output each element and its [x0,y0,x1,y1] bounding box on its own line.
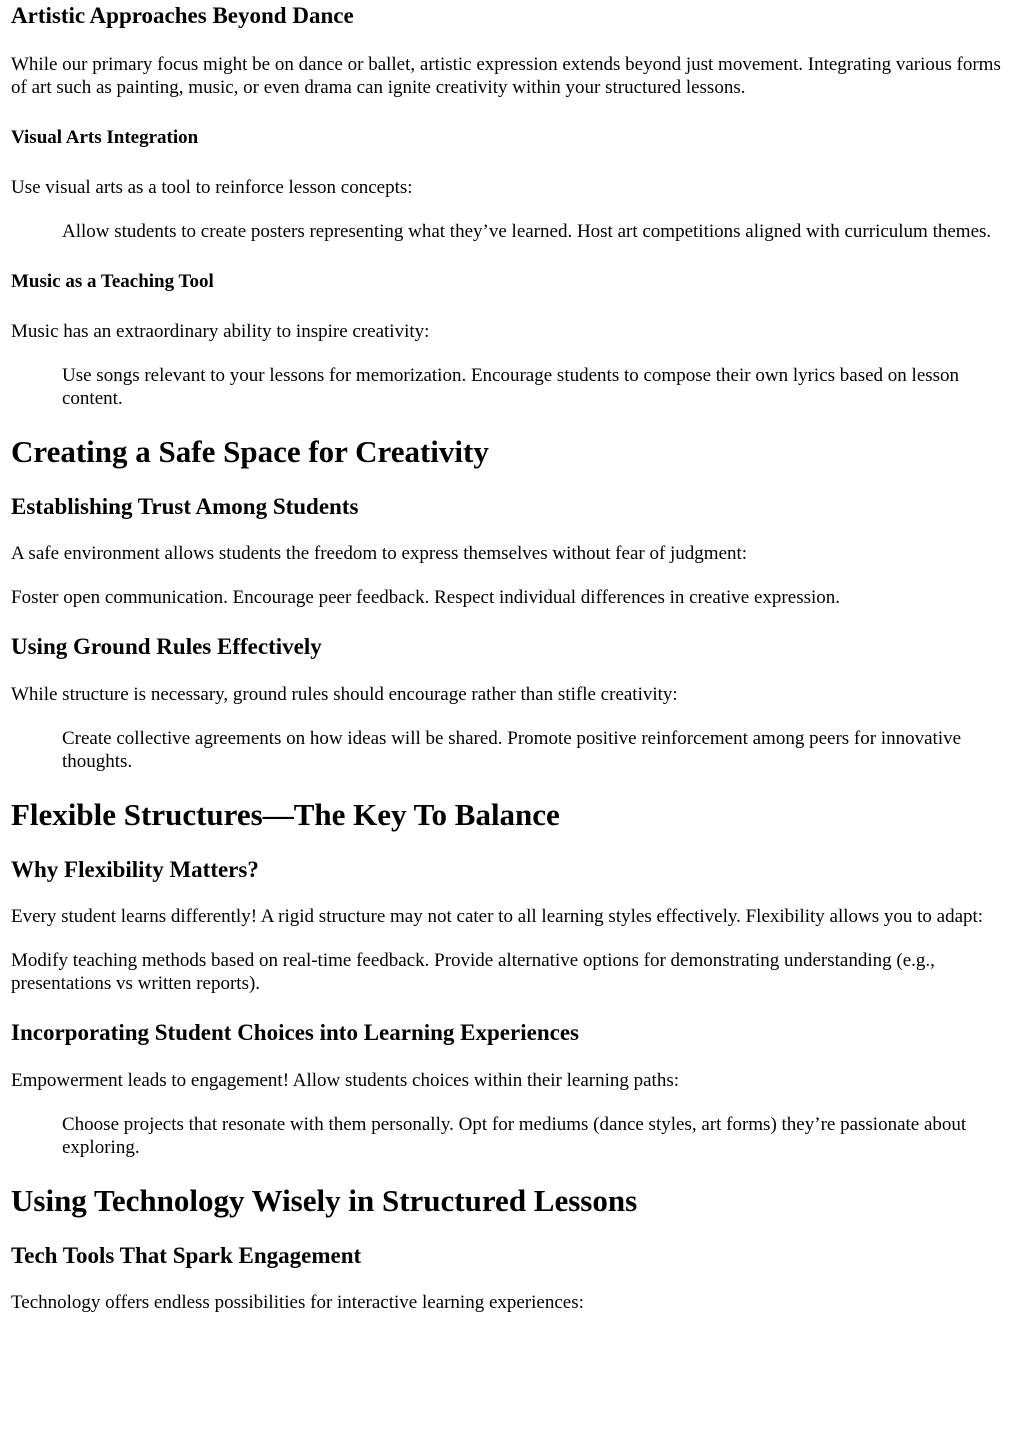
blockquote-student-choices: Choose projects that resonate with them personally. Opt for mediums (dance styles, art forms) they’re passionate about exploring. [62,1114,967,1158]
paragraph-flexibility-methods: Modify teaching methods based on real-time feedback. Provide alternative options for demonstrating understanding (e.g., presentations vs written reports). [11,950,935,994]
section-heading-technology: Using Technology Wisely in Structured Lessons [11,1183,638,1218]
blockquote-ground-rules: Create collective agreements on how ideas will be shared. Promote positive reinforcement among peers for innovative thoughts. [62,728,962,772]
paragraph-trust-practices: Foster open communication. Encourage peer feedback. Respect individual differences in creative expression. [11,587,841,608]
paragraph-establishing-trust: A safe environment allows students the freedom to express themselves without fear of judgment: [11,543,748,564]
subheading-ground-rules: Using Ground Rules Effectively [11,634,322,659]
subheading-student-choices: Incorporating Student Choices into Learning Experiences [11,1020,579,1045]
subheading-tech-tools: Tech Tools That Spark Engagement [11,1243,362,1268]
subheading-why-flexibility: Why Flexibility Matters? [11,857,259,882]
paragraph-student-choices: Empowerment leads to engagement! Allow students choices within their learning paths: [11,1070,680,1091]
section-heading-artistic-approaches: Artistic Approaches Beyond Dance [11,3,354,28]
paragraph-visual-arts: Use visual arts as a tool to reinforce lesson concepts: [11,177,413,198]
blockquote-visual-arts: Allow students to create posters representing what they’ve learned. Host art competitions aligned with curriculum themes. [62,221,992,242]
paragraph-tech-tools: Technology offers endless possibilities for interactive learning experiences: [11,1292,584,1313]
paragraph-music-tool: Music has an extraordinary ability to inspire creativity: [11,321,430,342]
paragraph-artistic-intro: While our primary focus might be on dance or ballet, artistic expression extends beyond just movement. Integrating various forms of art such as painting, music, or even drama can ignite creativity within your structured lessons. [11,54,1001,98]
article-body [0,2,1024,1314]
section-heading-safe-space: Creating a Safe Space for Creativity [11,434,489,469]
paragraph-ground-rules: While structure is necessary, ground rules should encourage rather than stifle creativity: [11,684,678,705]
blockquote-music-tool: Use songs relevant to your lessons for memorization. Encourage students to compose their own lyrics based on lesson content. [62,365,960,409]
section-heading-flexible-structures: Flexible Structures—The Key To Balance [11,797,560,832]
subheading-music-tool: Music as a Teaching Tool [11,271,214,292]
subheading-establishing-trust: Establishing Trust Among Students [11,494,359,519]
paragraph-why-flexibility: Every student learns differently! A rigid structure may not cater to all learning styles effectively. Flexibility allows you to adapt: [11,906,984,927]
subheading-visual-arts: Visual Arts Integration [11,127,199,148]
